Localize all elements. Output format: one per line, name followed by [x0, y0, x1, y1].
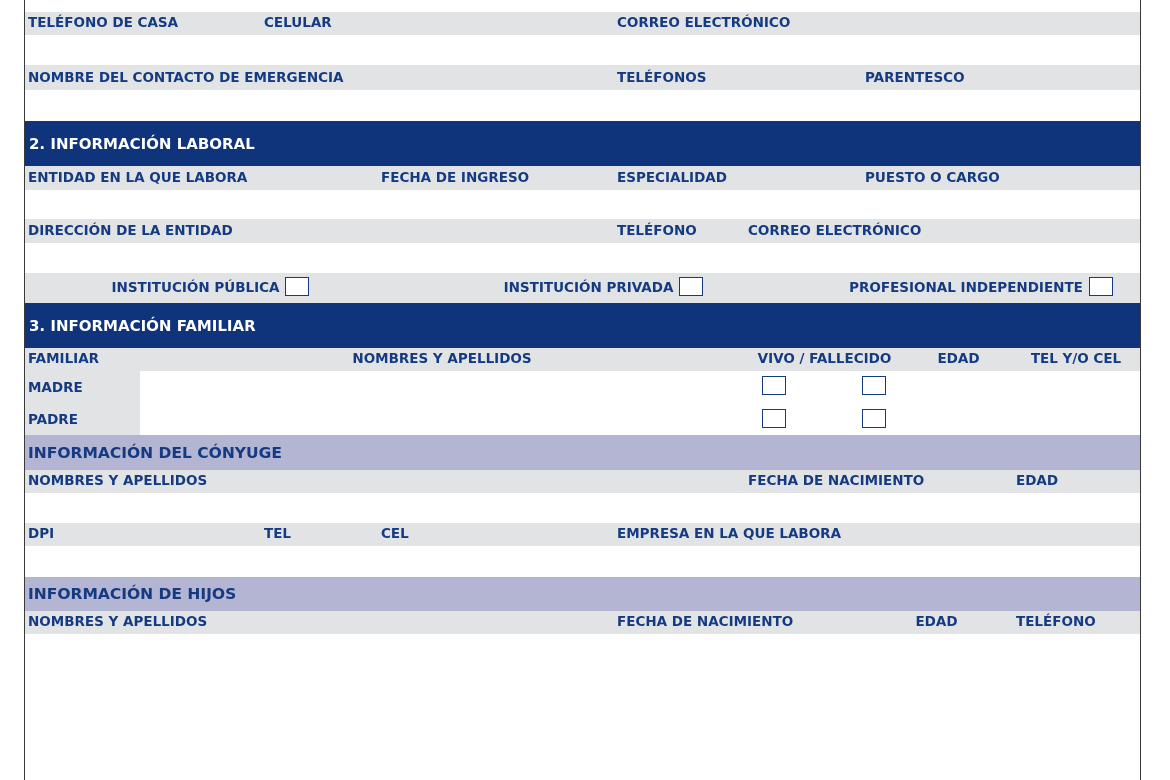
family-age-header: EDAD	[905, 348, 1013, 372]
spouse-dpi-label: DPI	[24, 523, 261, 547]
family-member-header: FAMILIAR	[24, 348, 141, 372]
specialty-field[interactable]	[613, 190, 862, 220]
private-institution-checkbox[interactable]	[679, 277, 703, 296]
spouse-age-field[interactable]	[1012, 493, 1141, 524]
work-phone-field[interactable]	[613, 243, 745, 274]
children-birth-date-header: FECHA DE NACIMIENTO	[613, 611, 862, 635]
spouse-section-header: INFORMACIÓN DEL CÓNYUGE	[24, 435, 1141, 471]
position-field[interactable]	[861, 190, 1141, 220]
private-institution-option	[377, 273, 745, 304]
father-status-cell	[744, 404, 906, 436]
private-institution-label: INSTITUCIÓN PRIVADA	[503, 280, 674, 296]
spouse-tel-field[interactable]	[260, 546, 378, 578]
child-1-phone-field[interactable]	[1012, 634, 1141, 664]
mother-names-field[interactable]	[140, 371, 745, 405]
email-label: CORREO ELECTRÓNICO	[613, 12, 1141, 36]
independent-label: PROFESIONAL INDEPENDIENTE	[849, 280, 1083, 296]
spouse-names-field[interactable]	[24, 493, 745, 524]
child-1-birth-date-field[interactable]	[613, 634, 862, 664]
children-phone-header: TELÉFONO	[1012, 611, 1141, 635]
children-names-header: NOMBRES Y APELLIDOS	[24, 611, 614, 635]
mother-phone-field[interactable]	[1012, 371, 1141, 405]
child-2-names-field[interactable]	[24, 663, 614, 694]
cell-label: CELULAR	[260, 12, 614, 36]
work-phone-label: TELÉFONO	[613, 219, 745, 244]
emergency-phones-field[interactable]	[613, 90, 862, 122]
work-email-field[interactable]	[744, 243, 1141, 274]
child-1-names-field[interactable]	[24, 634, 614, 664]
child-5-phone-field[interactable]	[1012, 752, 1141, 780]
independent-checkbox[interactable]	[1089, 277, 1113, 296]
relationship-field[interactable]	[861, 90, 1141, 122]
child-2-age-field[interactable]	[861, 663, 1013, 694]
public-institution-option	[24, 273, 378, 304]
family-names-header: NOMBRES Y APELLIDOS	[140, 348, 745, 372]
father-alive-checkbox[interactable]	[762, 409, 786, 428]
mother-alive-checkbox[interactable]	[762, 376, 786, 395]
family-section-header: 3. INFORMACIÓN FAMILIAR	[24, 303, 1141, 349]
spouse-names-label: NOMBRES Y APELLIDOS	[24, 470, 745, 494]
family-phone-header: TEL Y/O CEL	[1012, 348, 1141, 372]
alive-deceased-header: VIVO / FALLECIDO	[744, 348, 906, 372]
mother-status-cell	[744, 371, 906, 405]
entity-label: ENTIDAD EN LA QUE LABORA	[24, 166, 378, 191]
child-3-names-field[interactable]	[24, 693, 614, 724]
home-phone-label: TELÉFONO DE CASA	[24, 12, 261, 36]
entity-address-label: DIRECCIÓN DE LA ENTIDAD	[24, 219, 614, 244]
home-phone-field[interactable]	[24, 35, 261, 66]
spouse-dpi-field[interactable]	[24, 546, 261, 578]
public-institution-label: INSTITUCIÓN PÚBLICA	[111, 280, 280, 296]
form-left-border	[24, 0, 25, 780]
cell-field[interactable]	[260, 35, 614, 66]
start-date-label: FECHA DE INGRESO	[377, 166, 614, 191]
mother-age-field[interactable]	[905, 371, 1013, 405]
specialty-label: ESPECIALIDAD	[613, 166, 862, 191]
child-4-phone-field[interactable]	[1012, 723, 1141, 753]
father-phone-field[interactable]	[1012, 404, 1141, 436]
child-5-age-field[interactable]	[861, 752, 1013, 780]
father-label: PADRE	[24, 404, 141, 436]
father-names-field[interactable]	[140, 404, 745, 436]
children-section-header: INFORMACIÓN DE HIJOS	[24, 577, 1141, 612]
child-4-names-field[interactable]	[24, 723, 614, 753]
child-2-phone-field[interactable]	[1012, 663, 1141, 694]
spouse-employer-label: EMPRESA EN LA QUE LABORA	[613, 523, 1141, 547]
relationship-label: PARENTESCO	[861, 65, 1141, 91]
child-1-age-field[interactable]	[861, 634, 1013, 664]
child-2-birth-date-field[interactable]	[613, 663, 862, 694]
child-4-age-field[interactable]	[861, 723, 1013, 753]
spouse-tel-label: TEL	[260, 523, 378, 547]
father-age-field[interactable]	[905, 404, 1013, 436]
spouse-cel-field[interactable]	[377, 546, 614, 578]
emergency-name-field[interactable]	[24, 90, 614, 122]
entity-field[interactable]	[24, 190, 378, 220]
public-institution-checkbox[interactable]	[285, 277, 309, 296]
emergency-phones-label: TELÉFONOS	[613, 65, 862, 91]
work-email-label: CORREO ELECTRÓNICO	[744, 219, 1141, 244]
form-right-border	[1140, 0, 1141, 780]
mother-label: MADRE	[24, 371, 141, 405]
spouse-age-label: EDAD	[1012, 470, 1141, 494]
emergency-name-label: NOMBRE DEL CONTACTO DE EMERGENCIA	[24, 65, 614, 91]
children-age-header: EDAD	[861, 611, 1013, 635]
child-3-birth-date-field[interactable]	[613, 693, 862, 724]
position-label: PUESTO O CARGO	[861, 166, 1141, 191]
start-date-field[interactable]	[377, 190, 614, 220]
spouse-birth-date-label: FECHA DE NACIMIENTO	[744, 470, 1013, 494]
child-5-birth-date-field[interactable]	[613, 752, 862, 780]
father-deceased-checkbox[interactable]	[862, 409, 886, 428]
spouse-employer-field[interactable]	[613, 546, 1141, 578]
email-field[interactable]	[613, 35, 1141, 66]
child-4-birth-date-field[interactable]	[613, 723, 862, 753]
child-3-phone-field[interactable]	[1012, 693, 1141, 724]
work-section-header: 2. INFORMACIÓN LABORAL	[24, 121, 1141, 167]
child-5-names-field[interactable]	[24, 752, 614, 780]
mother-deceased-checkbox[interactable]	[862, 376, 886, 395]
spouse-birth-date-field[interactable]	[744, 493, 1013, 524]
child-3-age-field[interactable]	[861, 693, 1013, 724]
independent-option	[744, 273, 1141, 304]
entity-address-field[interactable]	[24, 243, 614, 274]
spouse-cel-label: CEL	[377, 523, 614, 547]
